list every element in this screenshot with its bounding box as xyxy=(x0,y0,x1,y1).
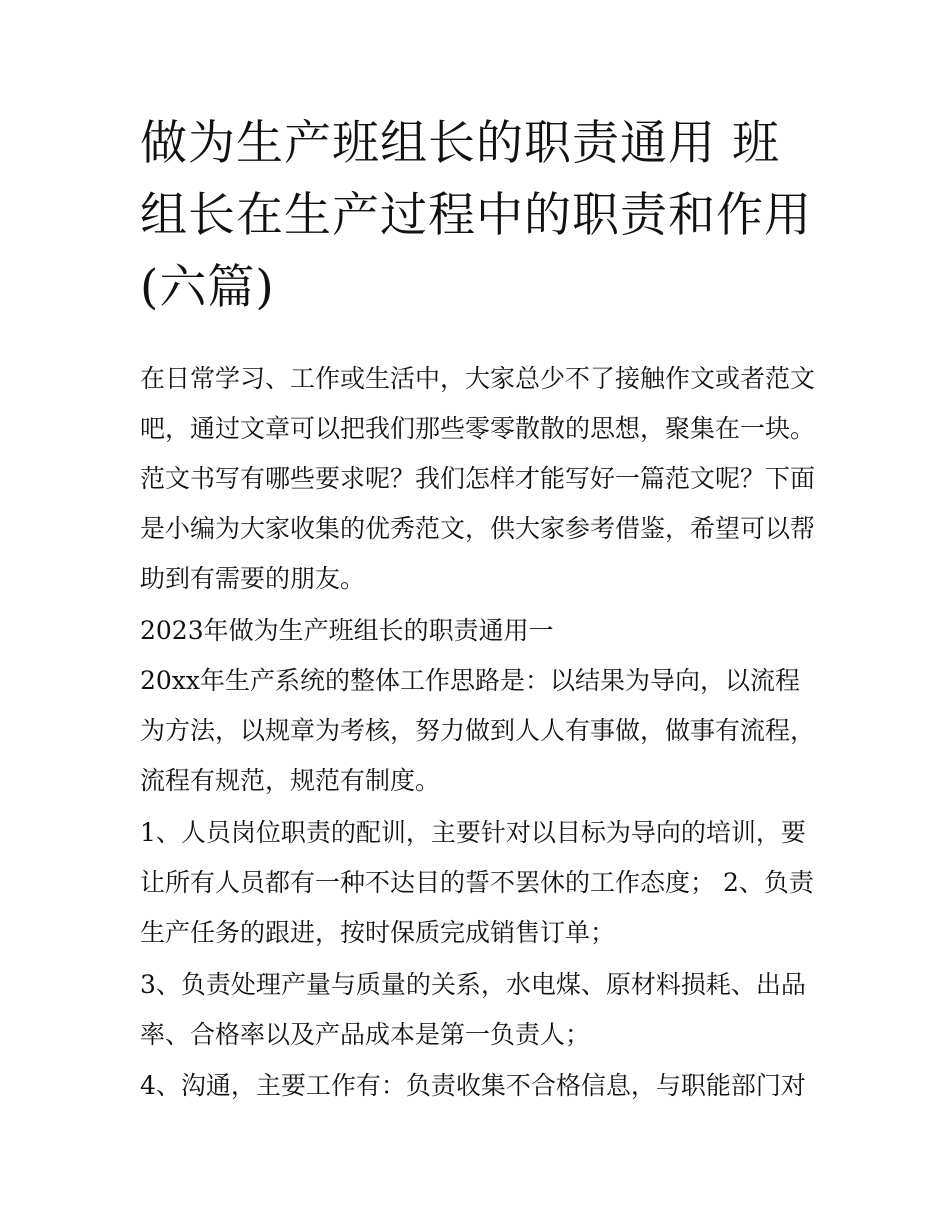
work-approach-paragraph: 20xx年生产系统的整体工作思路是：以结果为导向，以流程为方法，以规章为考核，努力做到人人有事做，做事有流程，流程有规范，规范有制度。 xyxy=(140,666,816,795)
duty-item-4: 4、沟通，主要工作有：负责收集不合格信息，与职能部门对 xyxy=(140,1071,806,1100)
duty-item-3: 3、负责处理产量与质量的关系，水电煤、原材料损耗、出品率、合格率以及产品成本是第一负责人； xyxy=(140,970,806,1049)
document-title: 做为生产班组长的职责通用 班组长在生产过程中的职责和作用(六篇) xyxy=(140,116,812,315)
duty-item-1-2: 1、人员岗位职责的配训，主要针对以目标为导向的培训，要让所有人员都有一种不达目的誓不罢休的工作态度； 2、负责生产任务的跟进，按时保质完成销售订单； xyxy=(140,818,814,947)
intro-paragraph: 在日常学习、工作或生活中，大家总少不了接触作文或者范文吧，通过文章可以把我们那些零零散散的思想，聚集在一块。范文书写有哪些要求呢？我们怎样才能写好一篇范文呢？下面是小编为大家收集的优秀范文，供大家参考借鉴，希望可以帮助到有需要的朋友。 xyxy=(140,364,816,593)
section-heading: 2023年做为生产班组长的职责通用一 xyxy=(140,616,554,645)
